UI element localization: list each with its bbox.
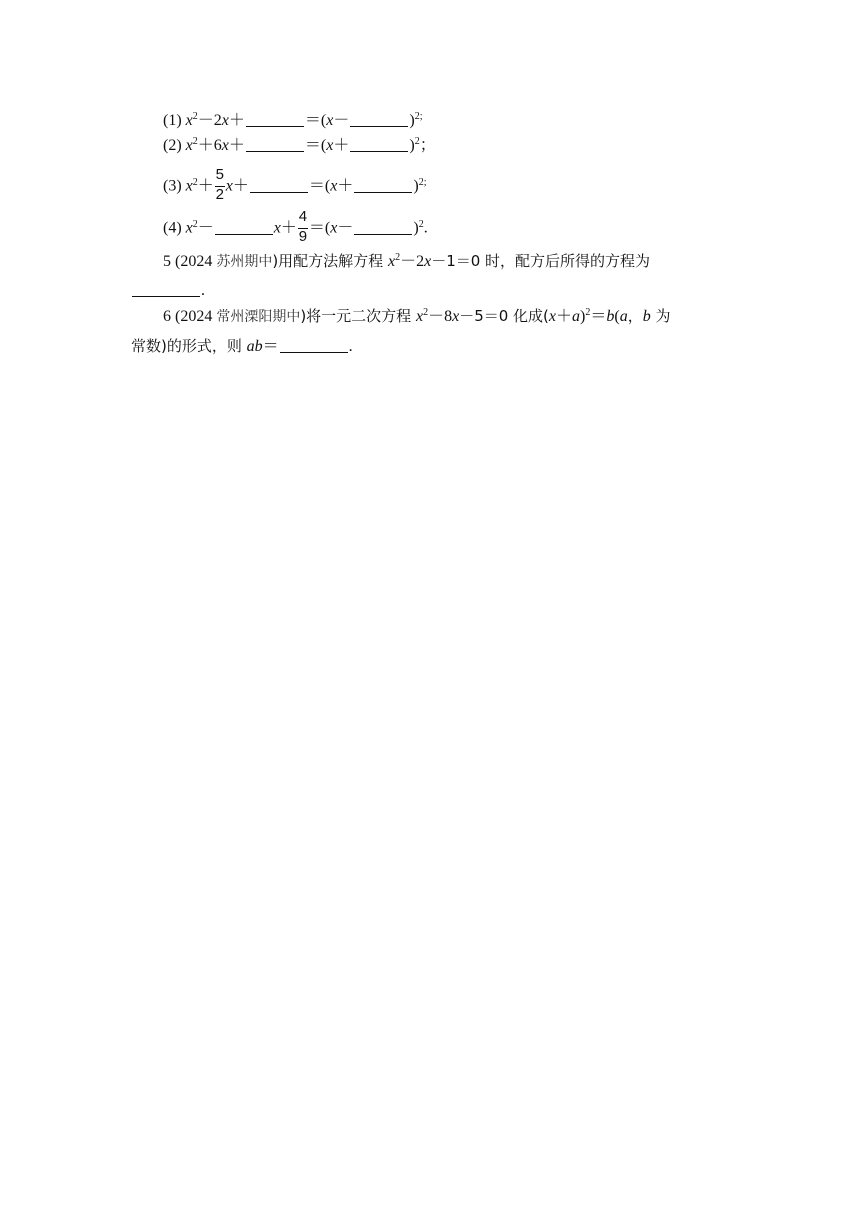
operator: ＋ <box>337 177 354 195</box>
term: －8 <box>428 308 453 325</box>
punctuation: ； <box>419 137 436 154</box>
equals: ＝( <box>304 112 327 129</box>
exponent: 2; <box>414 111 423 122</box>
var-x: x <box>225 177 233 195</box>
var-x: x <box>273 219 281 237</box>
var-x: x <box>221 137 229 154</box>
operator: － <box>337 219 354 237</box>
var-x: x <box>185 112 193 129</box>
var-x: x <box>424 253 432 270</box>
exponent: 2; <box>418 176 427 188</box>
problem-6-line-1 <box>163 305 671 327</box>
var-a: a <box>572 308 581 325</box>
answer-blank[interactable] <box>354 178 412 193</box>
punctuation: ， <box>627 307 643 325</box>
operator: ＋ <box>232 177 249 195</box>
operator: － <box>333 112 350 129</box>
exercise-item-4 <box>163 208 428 245</box>
var-x: x <box>326 112 334 129</box>
item-label: (1) <box>163 112 182 129</box>
close-paren: ) <box>580 308 586 325</box>
equals: ＝( <box>308 177 331 195</box>
var-x: x <box>185 177 193 195</box>
exercise-item-1 <box>163 110 422 132</box>
var-x: x <box>326 137 334 154</box>
problem-number: 5 <box>163 253 171 270</box>
problem-6-line-2 <box>131 335 353 357</box>
exponent: 2 <box>192 218 198 230</box>
var-b: b <box>642 308 651 325</box>
answer-blank[interactable] <box>350 112 408 127</box>
punctuation: . <box>348 338 353 355</box>
item-label: (4) <box>163 219 182 237</box>
var-x: x <box>221 112 229 129</box>
exercise-item-2 <box>163 135 436 157</box>
fraction-numerator: 4 <box>298 208 308 225</box>
fraction-numerator: 5 <box>215 166 224 183</box>
answer-blank[interactable] <box>280 338 348 353</box>
operator: ＋ <box>197 177 214 195</box>
var-x: x <box>387 253 396 270</box>
var-ab: ab <box>246 338 263 355</box>
var-x: x <box>452 308 460 325</box>
close-paren: ) <box>409 137 415 154</box>
exponent: 2 <box>585 307 591 318</box>
item-label: (2) <box>163 137 182 154</box>
var-x: x <box>185 219 193 237</box>
answer-blank[interactable] <box>246 112 304 127</box>
close-paren: ) <box>409 112 415 129</box>
answer-blank[interactable] <box>350 137 408 152</box>
problem-text: 常数)的形式，则 <box>131 337 247 355</box>
var-x: x <box>548 308 557 325</box>
equals: ＝ <box>590 308 607 325</box>
answer-blank[interactable] <box>250 178 308 193</box>
item-label: (3) <box>163 177 182 195</box>
equals: ＝( <box>304 137 327 154</box>
problem-5-line-2 <box>131 280 205 302</box>
exponent: 2 <box>414 136 420 147</box>
operator: － <box>197 219 214 237</box>
operator: ＋ <box>228 137 245 154</box>
problem-source: 常州溧阳期中 <box>216 309 301 325</box>
exponent: 2 <box>192 111 198 122</box>
term: －2 <box>400 253 425 270</box>
term: ＋6 <box>197 137 222 154</box>
problem-5-line-1 <box>163 250 650 272</box>
exponent: 2 <box>192 136 198 147</box>
var-b: b <box>606 308 615 325</box>
exponent: 2 <box>395 252 401 263</box>
answer-blank[interactable] <box>132 282 200 297</box>
problem-year: (2024 <box>175 308 217 325</box>
fraction-denominator: 2 <box>215 186 224 203</box>
exponent: 2 <box>423 307 429 318</box>
fraction <box>298 208 308 246</box>
var-x: x <box>415 308 424 325</box>
problem-source: 苏州期中 <box>216 254 273 270</box>
term: －2 <box>197 112 222 129</box>
fraction <box>215 166 225 204</box>
problem-text: )将一元二次方程 <box>300 307 416 325</box>
exponent: 2 <box>192 176 198 188</box>
operator: ＋ <box>333 137 350 154</box>
operator: ＋ <box>556 308 573 325</box>
answer-blank[interactable] <box>354 220 412 235</box>
exponent: 2 <box>418 218 424 230</box>
close-paren: ) <box>413 177 419 195</box>
exercise-item-3 <box>163 166 427 203</box>
var-x: x <box>330 177 338 195</box>
problem-text: 为 <box>650 307 671 325</box>
punctuation: . <box>423 219 428 237</box>
problem-number: 6 <box>163 308 171 325</box>
equals: ＝( <box>308 219 331 237</box>
problem-text: )用配方法解方程 <box>272 252 388 270</box>
answer-blank[interactable] <box>215 220 273 235</box>
problem-text: －5＝0 化成( <box>459 307 549 325</box>
var-a: a <box>619 308 628 325</box>
punctuation: . <box>201 282 205 299</box>
var-x: x <box>330 219 338 237</box>
problem-text: －1＝0 时，配方后所得的方程为 <box>431 252 651 270</box>
var-x: x <box>185 137 193 154</box>
open-paren: ( <box>614 308 620 325</box>
close-paren: ) <box>413 219 419 237</box>
problem-year: (2024 <box>175 253 217 270</box>
operator: ＋ <box>280 219 297 237</box>
fraction-denominator: 9 <box>298 228 308 245</box>
equals: ＝ <box>262 338 279 355</box>
answer-blank[interactable] <box>246 137 304 152</box>
operator: ＋ <box>228 112 245 129</box>
